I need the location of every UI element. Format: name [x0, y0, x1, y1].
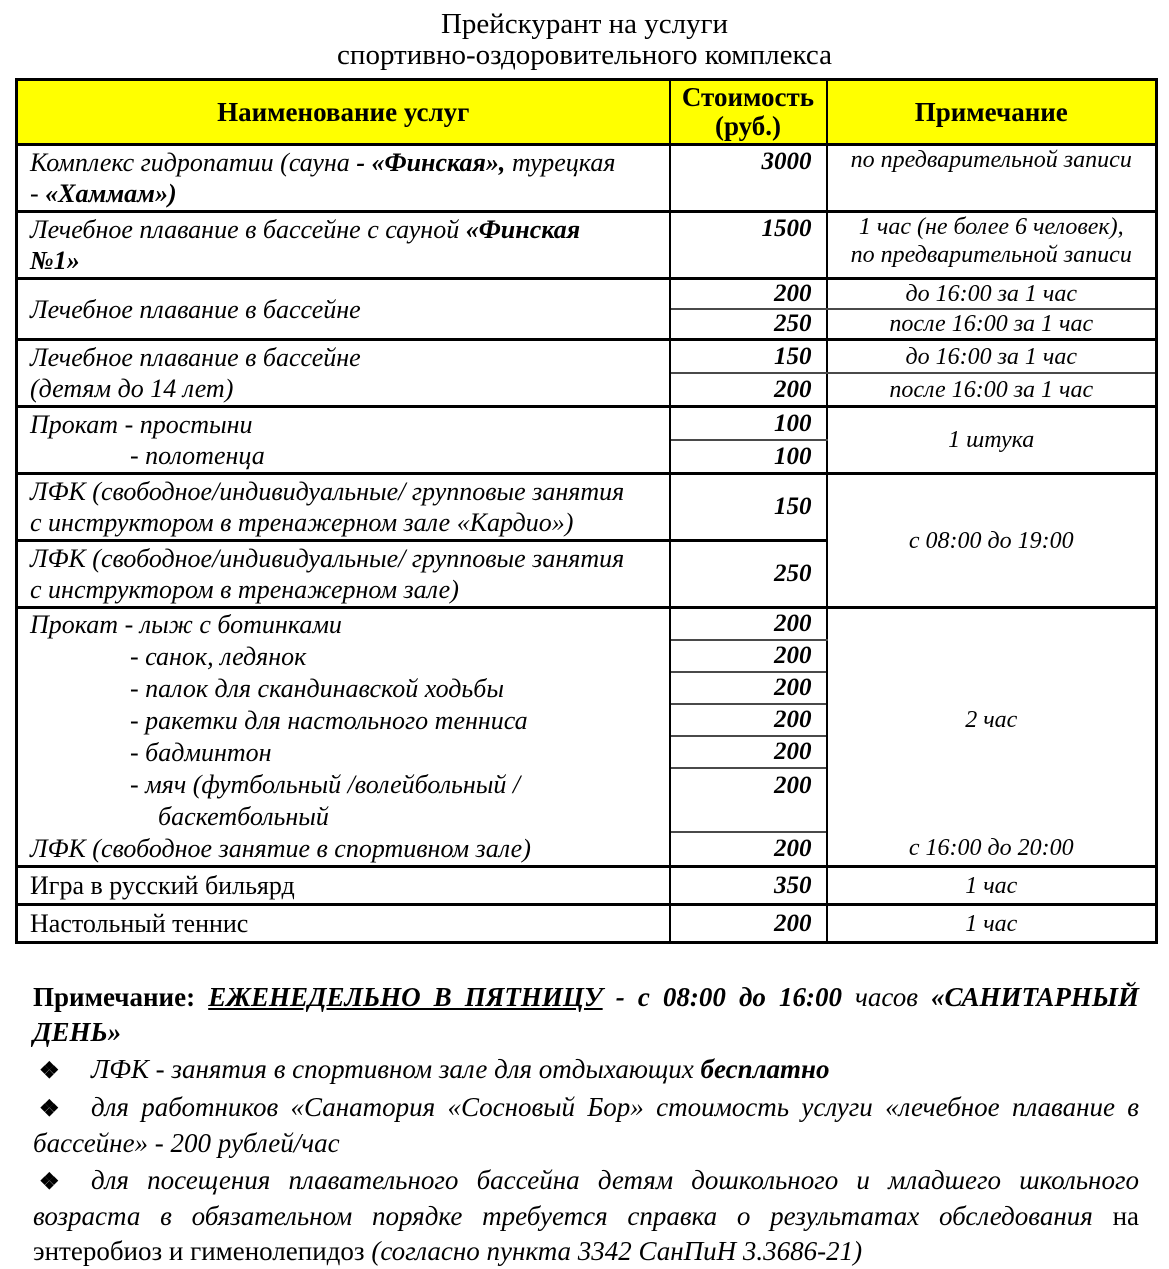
service-name-line — [30, 214, 661, 245]
service-name-line: - мяч (футбольный /волейбольный / — [130, 770, 521, 799]
service-name-line: Прокат - лыж с ботинками — [30, 610, 342, 639]
service-name-line: №1» — [30, 246, 80, 275]
footnote-label: Примечание: — [33, 982, 209, 1012]
service-name-line — [30, 147, 661, 178]
row-rental-block — [17, 608, 1157, 640]
service-name-line: Лечебное плавание в бассейне — [30, 343, 361, 372]
row-lfk-cardio — [17, 474, 1157, 541]
price-cell: 350 — [670, 867, 827, 905]
footnotes-section — [33, 980, 1139, 1269]
note-cell: после 16:00 за 1 час — [827, 309, 1157, 340]
column-header-services: Наименование услуг — [17, 80, 670, 145]
diamond-bullet-icon: ❖ — [39, 1058, 60, 1083]
service-name-cell — [17, 212, 670, 279]
text-segment: - — [30, 179, 46, 208]
price-cell: 250 — [670, 541, 827, 608]
note-cell: по предварительной записи — [827, 145, 1157, 212]
row-swim-sauna — [17, 212, 1157, 279]
text-segment-bold: - «Финская», — [356, 148, 506, 177]
row-pool-swimming — [17, 279, 1157, 310]
note-line: с 16:00 до 20:00 — [908, 834, 1074, 861]
note-cell: с 08:00 до 19:00 — [827, 474, 1157, 608]
service-name-line — [30, 178, 661, 209]
row-table-tennis — [17, 905, 1157, 943]
document-title — [0, 0, 1169, 71]
service-name-line: - ракетки для настольного тенниса — [130, 706, 528, 735]
service-name-cell — [17, 340, 670, 407]
price-cell: 150 — [670, 340, 827, 374]
service-name-line: - санок, ледянок — [130, 642, 307, 671]
row-rental-linen — [17, 407, 1157, 441]
note-line: по предварительной записи — [850, 242, 1132, 268]
note-cell: до 16:00 за 1 час — [827, 340, 1157, 374]
text-segment: Комплекс гидропатии (сауна — [30, 148, 357, 177]
service-name-line: ЛФК (свободное занятие в спортивном зале) — [30, 834, 531, 863]
price-cell: 200 — [670, 640, 827, 672]
document-title-line2: спортивно-оздоровительного комплекса — [337, 39, 832, 71]
note-cell — [827, 212, 1157, 279]
service-name-cell: Игра в русский бильярд — [17, 867, 670, 905]
column-header-note: Примечание — [827, 80, 1157, 145]
footnote-lfk-free — [33, 1052, 1139, 1088]
note-cell: 1 час — [827, 867, 1157, 905]
note-cell: до 16:00 за 1 час — [827, 279, 1157, 310]
service-name-line: (детям до 14 лет) — [30, 374, 234, 403]
text-segment-underlined: ЕЖЕНЕДЕЛЬНО В ПЯТНИЦУ — [208, 982, 603, 1012]
note-line: 1 час (не более 6 человек), — [858, 214, 1124, 240]
price-cell: 250 — [670, 309, 827, 340]
text-segment-bold: «Хаммам») — [45, 179, 177, 208]
service-name-line: Прокат - простыни — [30, 410, 253, 439]
service-name-cell: Настольный теннис — [17, 905, 670, 943]
text-segment-bold: «САНИТАРНЫЙ ДЕНЬ» — [33, 982, 1140, 1047]
service-name-line: баскетбольный — [158, 802, 329, 831]
note-cell: 1 штука — [827, 407, 1157, 474]
footnote-children-certificate — [33, 1163, 1139, 1269]
price-cell: 200 — [670, 704, 827, 736]
price-cell: 100 — [670, 440, 827, 474]
text-segment: для посещения плавательного бассейна детям дошкольного и младшего школьного возраста в обязательном порядке требуется справка о результатах обследования — [33, 1165, 1139, 1231]
price-cell: 200 — [670, 672, 827, 704]
service-name-line: с инструктором в тренажерном зале «Кардио») — [30, 508, 574, 537]
price-cell: 100 — [670, 407, 827, 441]
note-cell: после 16:00 за 1 час — [827, 373, 1157, 407]
row-hydropathy — [17, 145, 1157, 212]
text-segment: для работников «Санатория «Сосновый Бор» стоимость услуги «лечебное плавание в бассейне» - 200 рублей/час — [33, 1092, 1139, 1158]
price-cell: 200 — [670, 905, 827, 943]
note-line: 2 час — [965, 706, 1018, 733]
price-cell: 200 — [670, 608, 827, 640]
text-segment: часов — [841, 982, 932, 1012]
service-name-line: с инструктором в тренажерном зале) — [30, 575, 459, 604]
footnote-sanitary-day — [33, 980, 1139, 1050]
price-cell: 200 — [670, 768, 827, 832]
text-segment-bold: «Финская — [465, 215, 581, 244]
service-name-cell — [17, 541, 670, 608]
column-header-cost — [670, 80, 827, 145]
footnote-staff-price — [33, 1090, 1139, 1161]
service-name-cell — [17, 145, 670, 212]
service-name-line: ЛФК (свободное/индивидуальные/ групповые занятия — [30, 477, 625, 506]
diamond-bullet-icon: ❖ — [39, 1096, 60, 1121]
text-segment: (согласно пункта 3342 СанПиН 3.3686-21) — [371, 1236, 863, 1266]
service-name-line: - бадминтон — [130, 738, 272, 767]
price-table — [15, 78, 1158, 944]
row-pool-swimming-children — [17, 340, 1157, 374]
service-name-cell — [17, 474, 670, 541]
service-name-line: - палок для скандинавской ходьбы — [130, 674, 504, 703]
text-segment: ЛФК - занятия в спортивном зале для отдыхающих — [91, 1054, 701, 1084]
price-cell: 200 — [670, 832, 827, 866]
price-cell: 200 — [670, 736, 827, 768]
price-cell: 3000 — [670, 145, 827, 212]
note-cell — [827, 608, 1157, 867]
service-name-line: - полотенца — [130, 441, 265, 470]
note-cell: 1 час — [827, 905, 1157, 943]
service-name-line: ЛФК (свободное/индивидуальные/ групповые занятия — [30, 544, 625, 573]
text-segment-bold: - с 08:00 до 16:00 — [602, 982, 842, 1012]
column-header-cost-line1: Стоимость — [681, 82, 815, 112]
text-segment-bold: бесплатно — [700, 1054, 830, 1084]
table-header-row — [17, 80, 1157, 145]
price-cell: 1500 — [670, 212, 827, 279]
price-cell: 150 — [670, 474, 827, 541]
row-billiards — [17, 867, 1157, 905]
text-segment: турецкая — [505, 148, 616, 177]
text-segment: на энтеробиоз и гименолепидоз — [33, 1201, 1139, 1266]
service-name-cell — [17, 407, 670, 474]
price-cell: 200 — [670, 373, 827, 407]
text-segment: Лечебное плавание в бассейне с сауной — [30, 215, 466, 244]
service-name-cell: Лечебное плавание в бассейне — [17, 279, 670, 340]
price-cell: 200 — [670, 279, 827, 310]
column-header-cost-line2: (руб.) — [714, 111, 782, 141]
document-title-line1: Прейскурант на услуги — [440, 8, 729, 40]
service-name-cell — [17, 608, 670, 867]
diamond-bullet-icon: ❖ — [39, 1169, 60, 1194]
